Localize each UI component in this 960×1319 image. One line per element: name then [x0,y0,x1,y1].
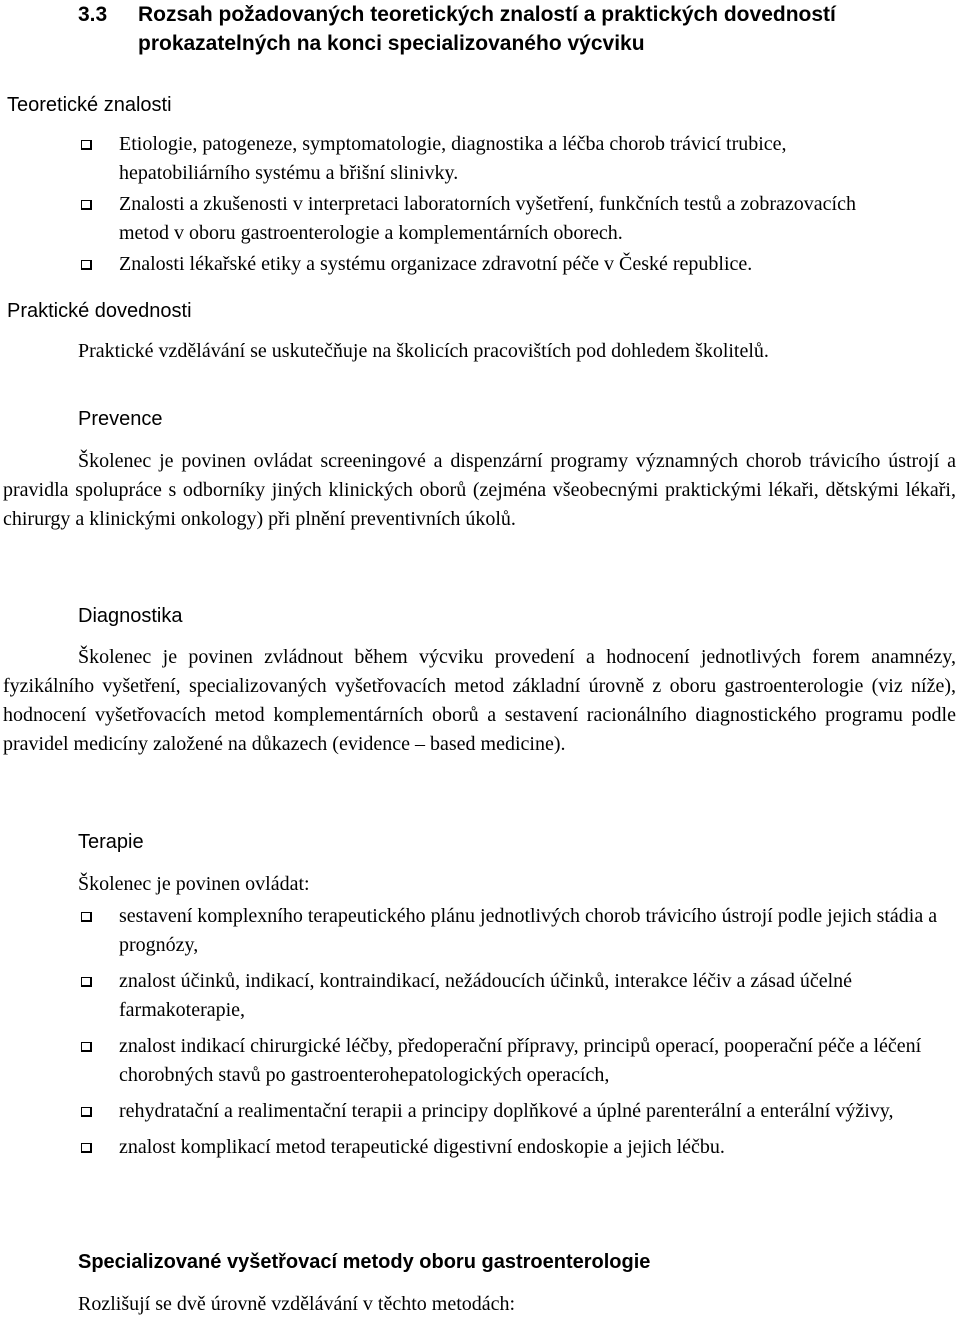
practical-text: Praktické vzdělávání se uskutečňuje na školicích pracovištích pod dohledem školitelů. [78,340,769,362]
list-item: Znalosti a zkušenosti v interpretaci laboratorních vyšetření, funkčních testů a zobrazovacích metod v oboru gastroenterologie a komplementárních oborech. [0,190,880,248]
list-item: znalost komplikací metod terapeutické digestivní endoskopie a jejich léčbu. [0,1133,945,1162]
checkbox-bullet-icon [81,1042,92,1052]
list-item: znalost indikací chirurgické léčby, předoperační přípravy, principů operací, pooperační péče a léčení chorobných stavů po gastroenterohepatologických operacích, [0,1032,945,1090]
checkbox-bullet-icon [81,1143,92,1153]
list-item: sestavení komplexního terapeutického plánu jednotlivých chorob trávicího ústrojí podle jejich stádia a prognózy, [0,902,945,960]
list-item: rehydratační a realimentační terapii a principy doplňkové a úplné parenterální a enterální výživy, [0,1097,945,1126]
terapie-intro: Školenec je povinen ovládat: [78,873,310,895]
methods-intro: Rozlišují se dvě úrovně vzdělávání v těchto metodách: [78,1293,516,1315]
checkbox-bullet-icon [81,912,92,922]
theory-heading: Teoretické znalosti [7,94,172,116]
section-title: Rozsah požadovaných teoretických znalostí a praktických dovedností prokazatelných na konci specializovaného výcviku [138,3,836,55]
practical-heading: Praktické dovednosti [7,300,192,322]
list-item: Znalosti lékařské etiky a systému organizace zdravotní péče v České republice. [0,250,880,279]
theory-list [0,130,880,279]
section-number: 3.3 [78,3,108,26]
methods-heading: Specializované vyšetřovací metody oboru gastroenterologie [78,1251,651,1273]
prevence-text: Školenec je povinen ovládat screeningové a dispenzární programy významných chorob trávicího ústrojí a pravidla spolupráce s odborníky jiných klinických oborů (zejména všeobecnými praktickými lékaři, dětskými lékaři, chirurgy a klinickými onkology) při plnění preventivních úkolů. [3,450,956,530]
diagnostika-text: Školenec je povinen zvládnout během výcviku provedení a hodnocení jednotlivých forem anamnézy, fyzikálního vyšetření, specializovaných vyšetřovacích metod základní úrovně z oboru gastroenterologie (viz níže), hodnocení vyšetřovacích metod komplementárních oborů a sestavení racionálního diagnostického programu podle pravidel medicíny založené na důkazech (evidence – based medicine). [3,646,956,755]
diagnostika-heading: Diagnostika [78,605,183,627]
checkbox-bullet-icon [81,977,92,987]
checkbox-bullet-icon [81,260,92,270]
prevence-heading: Prevence [78,408,163,430]
checkbox-bullet-icon [81,1107,92,1117]
terapie-list [0,902,945,1162]
list-item: Etiologie, patogeneze, symptomatologie, diagnostika a léčba chorob trávicí trubice, hepatobiliárního systému a břišní slinivky. [0,130,880,188]
terapie-heading: Terapie [78,831,144,853]
checkbox-bullet-icon [81,140,92,150]
list-item: znalost účinků, indikací, kontraindikací, nežádoucích účinků, interakce léčiv a zásad účelné farmakoterapie, [0,967,945,1025]
checkbox-bullet-icon [81,200,92,210]
